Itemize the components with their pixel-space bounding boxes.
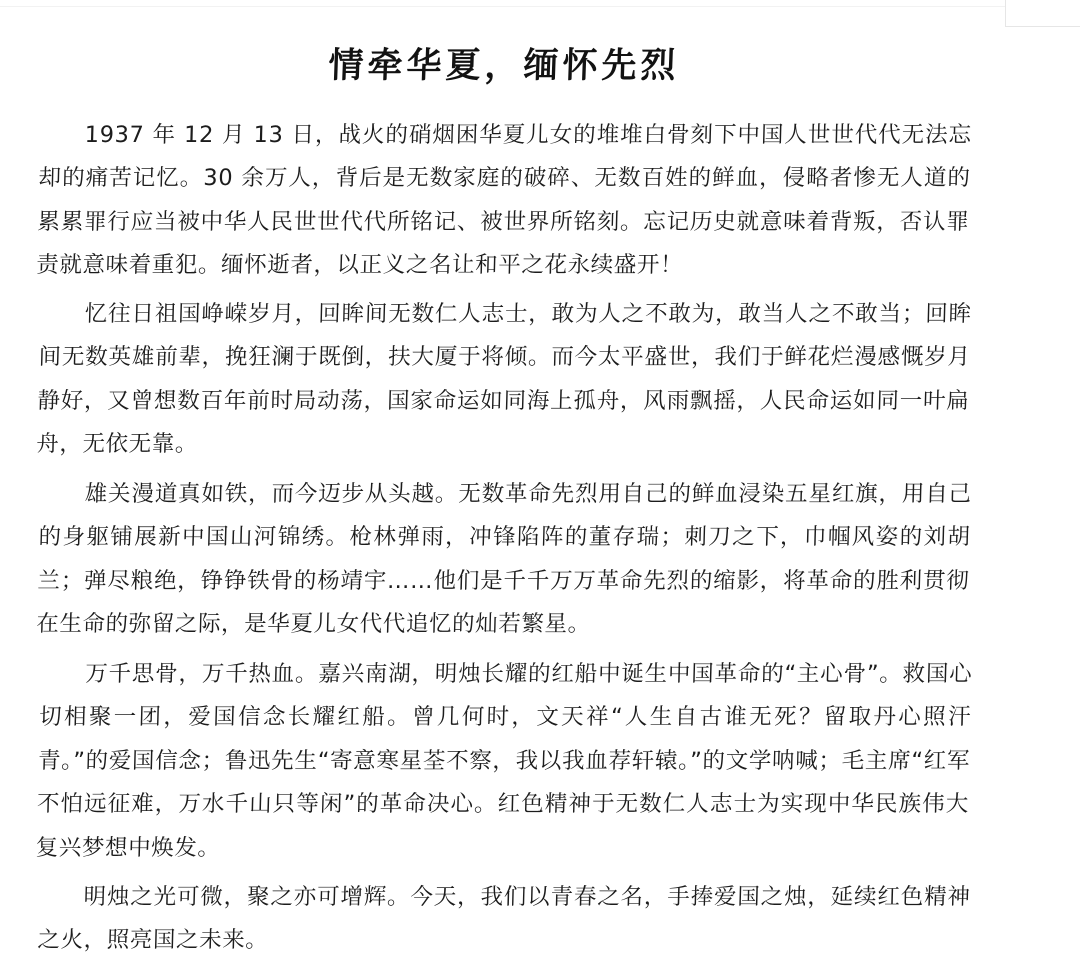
paragraph-5: 明烛之光可微，聚之亦可增辉。今天，我们以青春之名，手捧爱国之烛，延续红色精神之火，照亮国之未来。: [37, 883, 971, 954]
paragraph-2: 忆往日祖国峥嵘岁月，回眸间无数仁人志士，敢为人之不敢为，敢当人之不敢当；回眸间无数英雄前辈，挽狂澜于既倒，扶大厦于将倾。而今太平盛世，我们于鲜花烂漫感慨岁月静好，又曾想数百年前时局动荡，国家命运如同海上孤舟，风雨飘摇，人民命运如同一叶扁舟，无依无靠。: [35, 301, 973, 458]
paragraph-1: 1937 年 12 月 13 日，战火的硝烟困华夏儿女的堆堆白骨刻下中国人世世代代无法忘却的痛苦记忆。30 余万人，背后是无数家庭的破碎、无数百姓的鲜血，侵略者惨无人道的累累罪行应当被中华人民世世代代所铭记、被世界所铭刻。忘记历史就意味着背叛，否认罪责就意味着重犯。缅怀逝者，以正义之名让和平之花永续盛开！: [35, 121, 973, 279]
paragraph-3: 雄关漫道真如铁，而今迈步从头越。无数革命先烈用自己的鲜血浸染五星红旗，用自己的身躯铺展新中国山河锦绣。枪林弹雨，冲锋陷阵的董存瑞；刺刀之下，巾帼风姿的刘胡兰；弹尽粮绝，铮铮铁骨的杨靖宇……他们是千千万万革命先烈的缩影，将革命的胜利贯彻在生命的弥留之际，是华夏儿女代代追忆的灿若繁星。: [35, 481, 973, 638]
paragraph-4: 万千思骨，万千热血。嘉兴南湖，明烛长耀的红船中诞生中国革命的“主心骨”。救国心切相聚一团，爱国信念长耀红船。曾几何时，文天祥“人生自古谁无死？留取丹心照汗青。”的爱国信念；鲁迅先生“寄意寒星荃不察，我以我血荐轩辕。”的文学呐喊；毛主席“红军不怕远征难，万水千山只等闲”的革命决心。红色精神于无数仁人志士为实现中华民族伟大复兴梦想中焕发。: [35, 660, 973, 861]
page-corner-edge: [1005, 0, 1080, 27]
page-title: 情牵华夏，缅怀先烈: [327, 45, 681, 86]
